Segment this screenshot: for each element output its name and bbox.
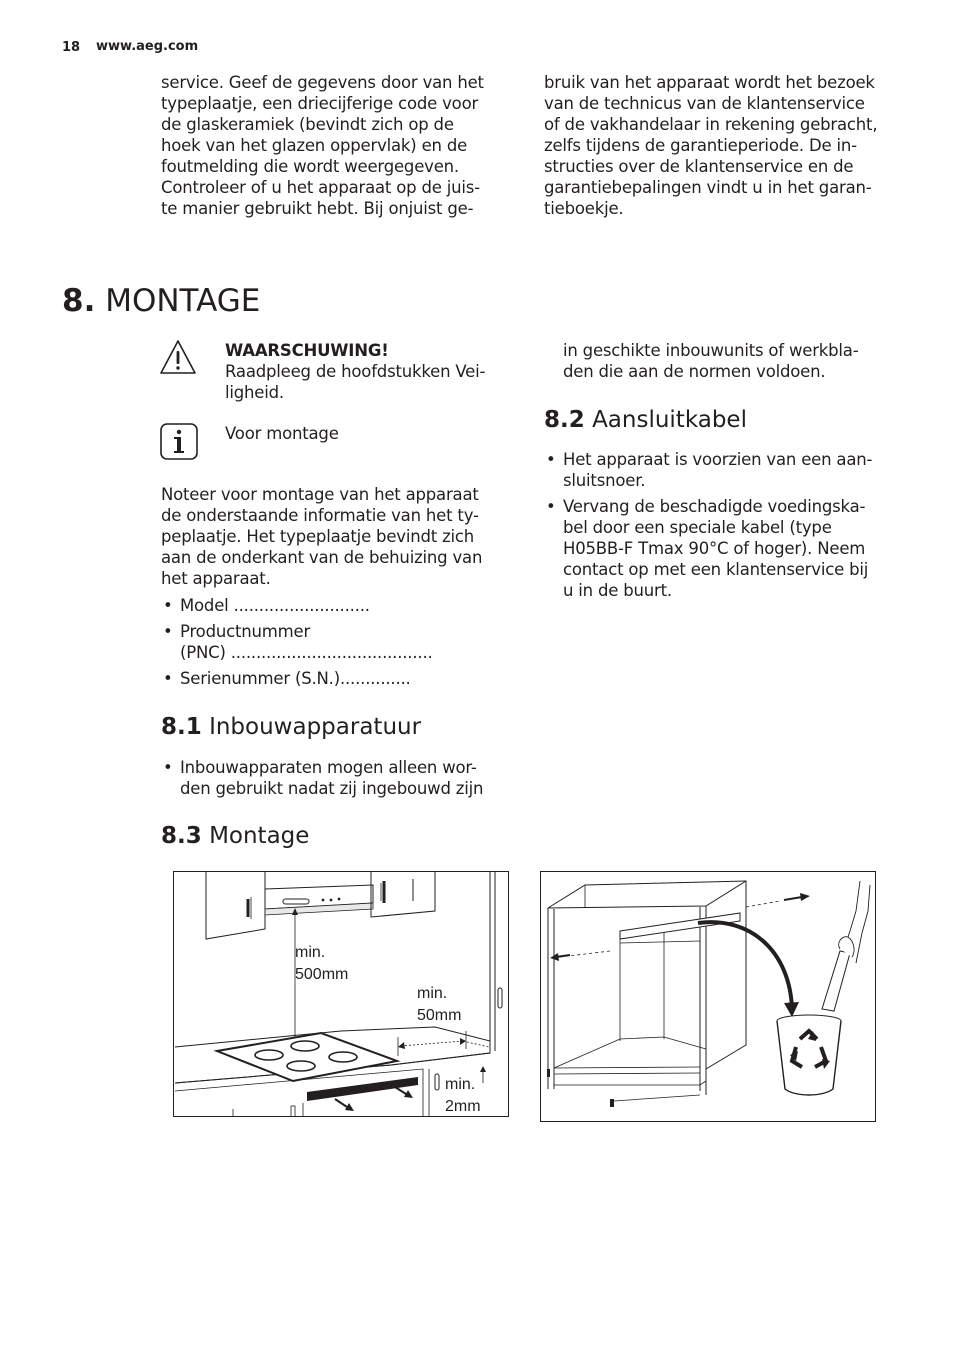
top-left-column: [161, 72, 521, 219]
section-number: 8.1: [161, 714, 202, 740]
section-number: 8.2: [544, 407, 585, 433]
section-8-1-continuation: [563, 340, 903, 382]
text-line: garantiebepalingen vindt u in het garan-: [544, 178, 872, 197]
website-url: www.aeg.com: [96, 39, 199, 54]
text-line: u in de buurt.: [563, 581, 672, 600]
text-line: H05BB-F Tmax 90°C of hoger). Neem: [563, 539, 866, 558]
section-heading-8-1: [161, 713, 421, 741]
label-min-500-a: min.: [295, 944, 326, 961]
label-min-500-b: 500mm: [295, 966, 349, 983]
text-line: contact op met een klantenservice bij: [563, 560, 869, 579]
page-number: 18: [62, 40, 81, 55]
text-line: tieboekje.: [544, 199, 624, 218]
text-line: hoek van het glazen oppervlak) en de: [161, 136, 468, 155]
list-item: [161, 668, 521, 689]
text-line: zelfs tijdens de garantieperiode. De in-: [544, 136, 857, 155]
text-line: Raadpleeg de hoofdstukken Vei-: [225, 362, 486, 381]
text-line: foutmelding die wordt weergegeven.: [161, 157, 459, 176]
text-line: service. Geef de gegevens door van het: [161, 73, 484, 92]
text-line: in geschikte inbouwunits of werkbla-: [563, 341, 859, 360]
text-line: • Model ...........................: [180, 596, 370, 615]
text-line: den gebruikt nadat zij ingebouwd zijn: [180, 779, 484, 798]
section-8-1-list: [161, 757, 521, 804]
text-line: (PNC) ........................................: [180, 643, 433, 662]
section-8-2-list: [544, 449, 904, 606]
info-text: Voor montage: [225, 424, 339, 443]
top-right-column: [544, 72, 914, 219]
section-heading-8: [62, 283, 260, 319]
text-line: de onderstaande informatie van het ty-: [161, 506, 479, 525]
warning-text: [225, 340, 515, 403]
label-min-50-a: min.: [417, 985, 448, 1002]
label-min-2-b: 2mm: [445, 1098, 481, 1115]
section-title: Aansluitkabel: [592, 407, 747, 433]
text-line: • Inbouwapparaten mogen alleen wor-: [180, 758, 477, 777]
text-line: structies over de klantenservice en de: [544, 157, 854, 176]
info-icon: [159, 422, 199, 462]
text-line: de glaskeramiek (bevindt zich op de: [161, 115, 454, 134]
text-line: Noteer voor montage van het apparaat: [161, 485, 479, 504]
text-line: te manier gebruikt hebt. Bij onjuist ge-: [161, 199, 474, 218]
figure-installation-distances: [173, 871, 509, 1117]
list-item: [544, 496, 904, 601]
label-min-50-b: 50mm: [417, 1007, 462, 1024]
list-item: [161, 757, 521, 799]
intro-paragraph: [161, 484, 521, 589]
text-line: bruik van het apparaat wordt het bezoek: [544, 73, 875, 92]
text-line: peplaatje. Het typeplaatje bevindt zich: [161, 527, 475, 546]
text-line: het apparaat.: [161, 569, 271, 588]
list-item: [544, 449, 904, 491]
text-line: Controleer of u het apparaat op de juis-: [161, 178, 480, 197]
section-title: Montage: [209, 823, 310, 849]
text-line: • Productnummer: [180, 622, 311, 641]
section-heading-8-3: [161, 822, 309, 850]
text-line: ligheid.: [225, 383, 284, 402]
section-title: Inbouwapparatuur: [209, 714, 422, 740]
figure-packaging-removal: [540, 871, 876, 1122]
warning-title: WAARSCHUWING!: [225, 341, 389, 360]
section-number: 8.: [62, 283, 96, 319]
text-line: of de vakhandelaar in rekening gebracht,: [544, 115, 878, 134]
text-line: • Serienummer (S.N.)..............: [180, 669, 411, 688]
record-list: [161, 595, 521, 694]
list-item: [161, 595, 521, 616]
section-number: 8.3: [161, 823, 202, 849]
warning-triangle-icon: [158, 338, 198, 378]
text-line: sluitsnoer.: [563, 471, 646, 490]
text-line: aan de onderkant van de behuizing van: [161, 548, 483, 567]
text-line: • Het apparaat is voorzien van een aan-: [563, 450, 873, 469]
list-item: [161, 621, 521, 663]
text-line: bel door een speciale kabel (type: [563, 518, 832, 537]
text-line: den die aan de normen voldoen.: [563, 362, 826, 381]
section-heading-8-2: [544, 406, 747, 434]
section-title: MONTAGE: [105, 283, 261, 319]
text-line: typeplaatje, een driecijferige code voor: [161, 94, 479, 113]
label-min-2-a: min.: [445, 1076, 476, 1093]
text-line: • Vervang de beschadigde voedingska-: [563, 497, 866, 516]
text-line: van de technicus van de klantenservice: [544, 94, 865, 113]
